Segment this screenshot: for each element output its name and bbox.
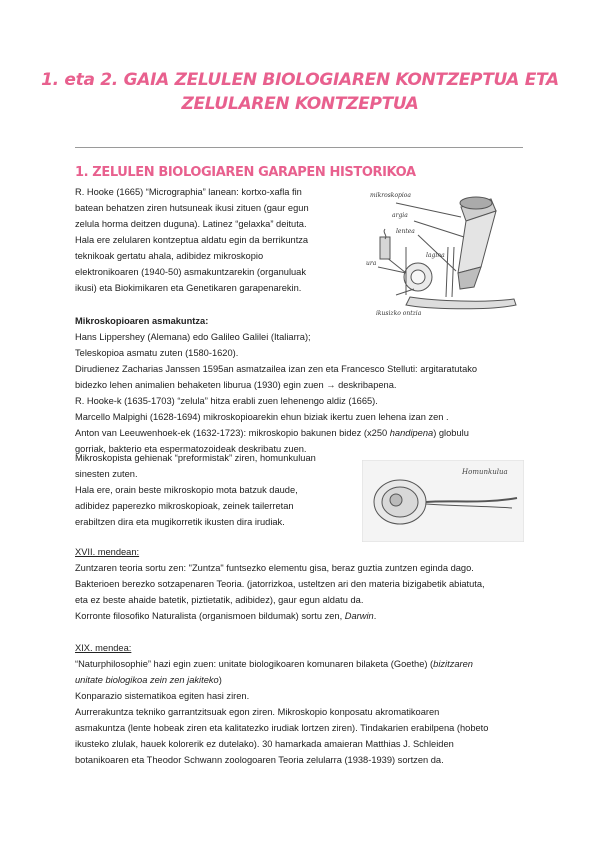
xvii-line: Zuntzaren teoria sortu zen: "Zuntza" funtsezko elementu gisa, beraz guztia zuntzen eginda dago. [75, 563, 474, 573]
leeuwenhoek-tail: ) globulu [433, 428, 469, 438]
invention-line-leeuwenhoek [75, 425, 527, 441]
fig1-label: lagina [426, 252, 445, 259]
preformist-line: sinesten zuten. [75, 469, 138, 479]
hooke-microscope-figure [366, 177, 526, 319]
intro-line: zelula horma deitzen duguna). Latinez “gelaxka” deituta. [75, 219, 307, 229]
fig1-label: mikroskopioa [370, 192, 412, 199]
invention-block [75, 313, 527, 457]
xvii-line: eta ez beste ahaide batetik, piztietatik, adibidez), gaur egun aldatu da. [75, 595, 364, 605]
xix-line: botanikoaren eta Theodor Schwann zoologoaren Teoria zelularra (1938-1939) sortzen da. [75, 755, 444, 765]
xix-line-1 [75, 656, 527, 672]
leeuwenhoek-italic: handipena [389, 428, 434, 438]
xvii-line: Korronte filosofiko Naturalista (organismoen bildumak) sortu zen, [75, 611, 343, 621]
darwin-italic: Darwin [344, 611, 374, 621]
preformist-line: Hala ere, orain beste mikroskopio mota batzuk daude, [75, 485, 298, 495]
intro-line: batean behatzen ziren hutsuneak ikusi zituen (gaur egun [75, 203, 309, 213]
xix-close: ) [218, 675, 222, 685]
fig1-label: ura [366, 260, 377, 267]
leeuwenhoek-text: Anton van Leeuwenhoek-ek (1632-1723): mikroskopio bakunen bidez (x250 [75, 428, 388, 438]
title-line-1: 1. eta 2. GAIA ZELULEN BIOLOGIAREN KONTZEPTUA ETA [41, 70, 559, 90]
intro-paragraph [75, 184, 357, 296]
intro-line: Hala ere zelularen kontzeptua aldatu egin da berrikuntza [75, 235, 309, 245]
fig1-label: argia [392, 212, 408, 219]
xix-line: Aurrerakuntza tekniko garrantzitsuak egon ziren. Mikroskopio konposatu akromatikoaren [75, 707, 440, 717]
xvii-line-darwin: Korronte filosofiko Naturalista (organismoen bildumak) sortu zen, Darwin. [75, 611, 377, 621]
invention-line: bidezko lehen animalien behaketen liburua (1930) egin zuen → deskribapena. [75, 380, 397, 390]
xvii-heading: XVII. mendean: [75, 547, 140, 557]
preformist-line: adibidez paperezko mikroskopioak, zeinek tailerretan [75, 501, 294, 511]
invention-line: Marcello Malpighi (1628-1694) mikroskopioarekin ehun biziak ikertu zuen lehena izan zen . [75, 412, 449, 422]
xix-italic: bizitzaren [433, 659, 473, 669]
intro-line: ikusi) eta Biokimikaren eta Genetikaren garapenarekin. [75, 283, 302, 293]
intro-line: elektronikoaren (1940-50) asmakuntzarekin (organuluak [75, 267, 307, 277]
xix-italic: unitate biologikoa zein zen jakiteko [75, 675, 219, 685]
homunculus-caption: Homunkulua [462, 468, 508, 476]
fig1-label: lentea [396, 228, 415, 235]
title-divider [75, 147, 523, 148]
xix-line: asmakuntza (lente hobeak ziren eta kalitatezko irudiak lortzen ziren). Tindakarien erabilpena (hobeto [75, 723, 489, 733]
invention-line: Hans Lippershey (Alemana) edo Galileo Galilei (Italiarra); [75, 332, 311, 342]
preformist-paragraph [75, 450, 355, 530]
xvii-line: Bakterioen berezko sotzapenaren Teoria. (jatorrizkoa, usteltzen ari den materia bizigabetik abiatuta, [75, 579, 485, 589]
title-line-2: ZELULAREN KONTZEPTUA [181, 94, 419, 114]
invention-line: R. Hooke-k (1635-1703) “zelula” hitza erabli zuen lehenengo aldiz (1665). [75, 396, 378, 406]
xvii-century-block [75, 544, 527, 624]
invention-heading: Mikroskopioaren asmakuntza: [75, 316, 209, 326]
xix-line: Konparazio sistematikoa egiten hasi ziren. [75, 691, 250, 701]
xix-heading: XIX. mendea: [75, 643, 132, 653]
section-1-heading: 1. ZELULEN BIOLOGIAREN GARAPEN HISTORIKOA [75, 165, 416, 180]
invention-line: Teleskopioa asmatu zuten (1580-1620). [75, 348, 239, 358]
xix-century-block [75, 640, 527, 768]
invention-line: Dirudienez Zacharias Janssen 1595an asmatzailea izan zen eta Francesco Stelluti: argitaratutako [75, 364, 478, 374]
xix-line: “Naturphilosophie” hazi egin zuen: unitate biologikoaren komunaren bilaketa (Goethe) ( [75, 659, 434, 669]
xix-line: ikusteko zlulak, hauek kolorerik ez dutelako). 30 hamarkada amaieran Matthias J. Schleiden [75, 739, 454, 749]
fig1-label: ikusizko ontzia [376, 310, 422, 317]
invention-line: gorriak, bakterio eta espermatozoideak deskribatu zuen. [75, 444, 307, 454]
intro-line: R. Hooke (1665) “Micrographia” lanean: kortxo-xafla fin [75, 187, 302, 197]
homunculus-figure [362, 460, 524, 542]
preformist-line: Mikroskopista gehienak “preformistak” ziren, homunkuluan [75, 453, 316, 463]
intro-line: teknikoak gertatu ahala, adibidez mikroskopio [75, 251, 264, 261]
preformist-line: erabiltzen dira eta mugikorretik ikusten dira irudiak. [75, 517, 285, 527]
page-title [40, 68, 560, 116]
